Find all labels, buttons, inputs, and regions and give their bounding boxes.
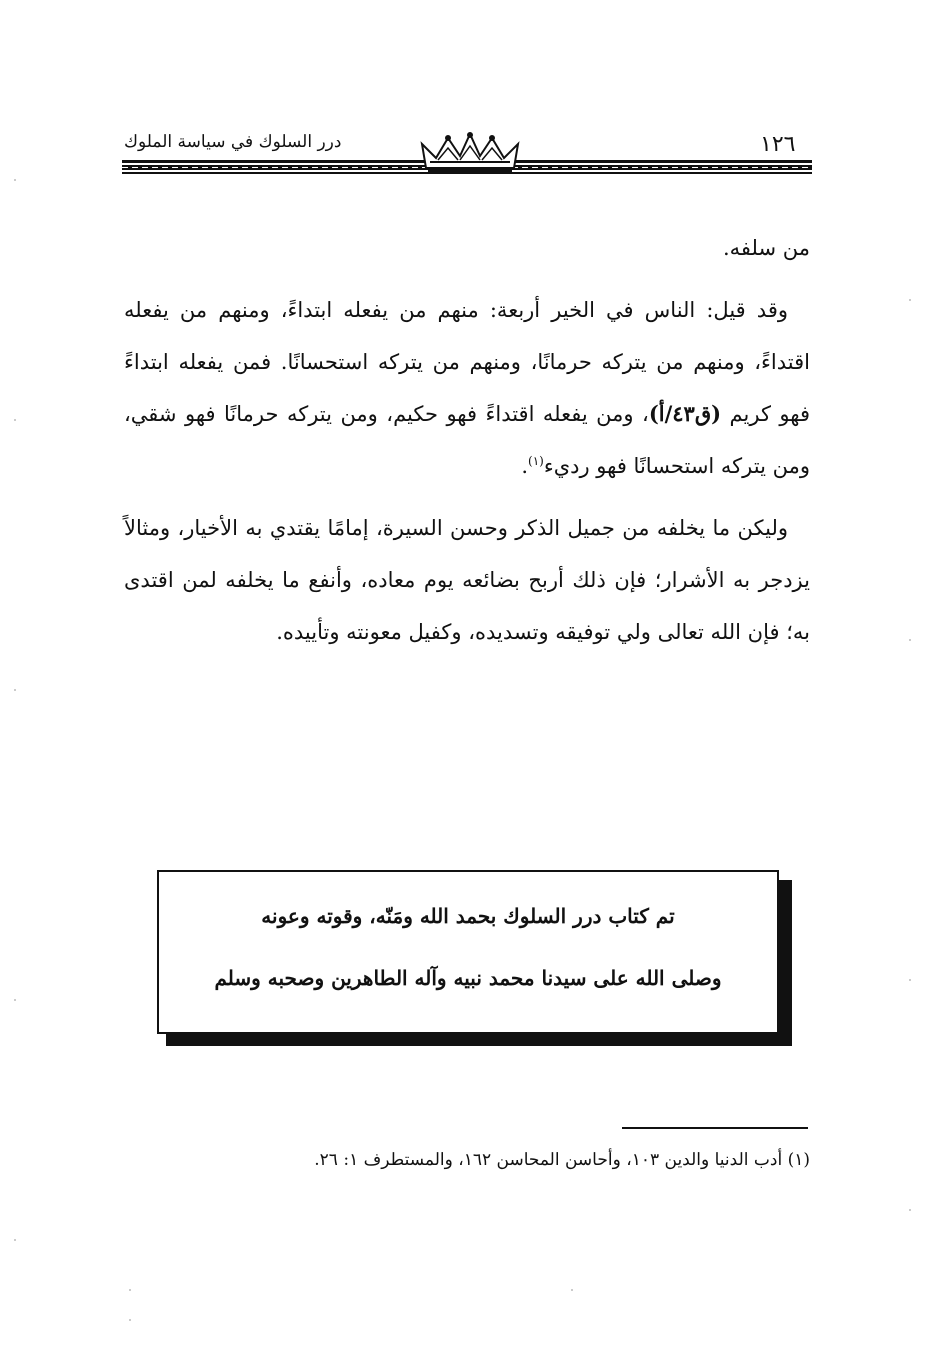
colophon-line-2: وصلى الله على سيدنا محمد نبيه وآله الطاهرين وصحبه وسلم xyxy=(214,966,722,990)
paragraph-3: وليكن ما يخلفه من جميل الذكر وحسن السيرة، إمامًا يقتدي به الأخيار، ومثالاً يزدجر به الأشرار؛ فإن ذلك أربح بضائعه يوم معاده، وأنفع ما يخلفه لمن اقتدى به؛ فإن الله تعالى ولي توفيقه وتسديده، وكفيل معونته وتأييده. xyxy=(124,516,810,644)
footnote-marker: (١) xyxy=(528,454,544,468)
colophon-line-1: تم كتاب درر السلوك بحمد الله ومَنّه، وقوته وعونه xyxy=(261,904,675,928)
footnote-separator xyxy=(622,1127,808,1129)
crown-ornament xyxy=(418,132,522,176)
paragraph-2: وقد قيل: الناس في الخير أربعة: منهم من يفعله ابتداءً، ومنهم من يفعله اقتداءً، ومنهم من يتركه حرمانًا، ومنهم من يتركه استحسانًا. فمن يفعله ابتداءً فهو كريم (ق٤٣/أ)، ومن يفعله اقتداءً فهو حكيم، ومن يتركه حرمانًا فهو شقي، ومن يتركه استحسانًا فهو رديء$^{(١)}$. xyxy=(124,298,810,478)
paragraph-1: من سلفه. xyxy=(722,236,810,260)
colophon-box xyxy=(157,870,779,1034)
manuscript-folio-reference: (ق٤٣/أ) xyxy=(648,401,722,426)
main-text xyxy=(124,222,810,668)
footnote-1: (١) أدب الدنيا والدين ١٠٣، وأحاسن المحاسن ١٦٢، والمستطرف ١: ٢٦. xyxy=(314,1150,810,1170)
running-title: درر السلوك في سياسة الملوك xyxy=(124,132,342,152)
page-number: ١٢٦ xyxy=(760,132,796,157)
